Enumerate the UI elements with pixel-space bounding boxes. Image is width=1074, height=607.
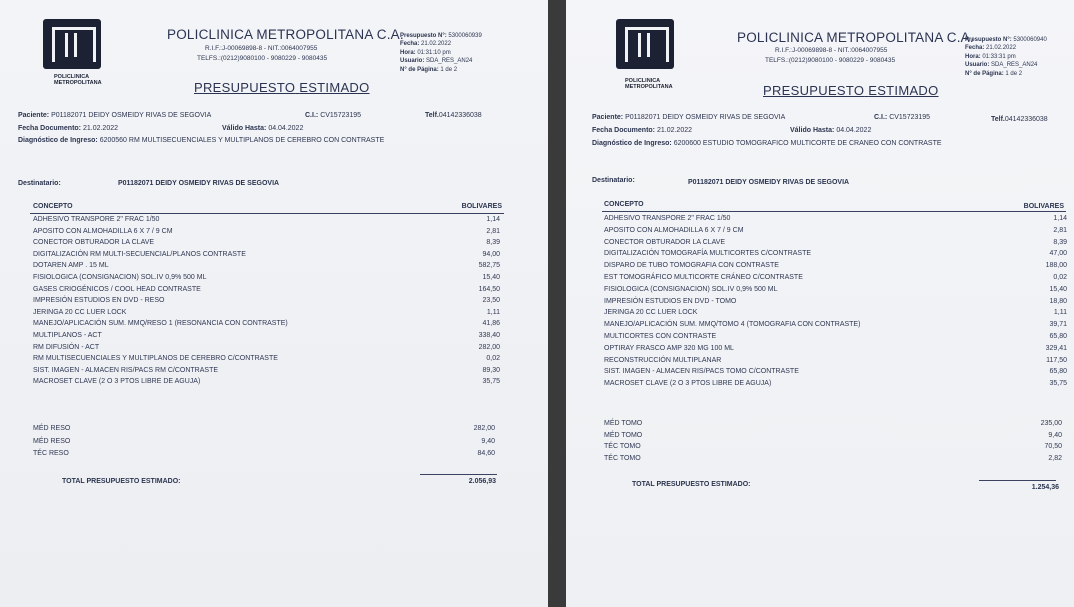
table-row (33, 376, 500, 387)
diagnosis-line: Diagnóstico de Ingreso: 6200560 RM MULTISECUENCIALES Y MULTIPLANOS DE CEREBRO CON CONTRASTE (18, 137, 385, 144)
presupuesto-number: 5300060940 (1013, 37, 1047, 43)
table-row (604, 260, 1067, 271)
table-row (604, 225, 1067, 236)
row-amount: 282,00 (473, 425, 495, 432)
row-concept: FISIOLOGICA (CONSIGNACION) SOL.IV 0,9% 500 ML (604, 285, 778, 293)
row-amount: 18,80 (1049, 297, 1067, 305)
table-row (604, 453, 1062, 464)
table-row (33, 365, 500, 376)
telfs-line: TELFS.:(0212)9080100 - 9080229 - 9080435 (765, 57, 896, 64)
row-concept: RM MULTISECUENCIALES Y MULTIPLANOS DE CEREBRO C/CONTRASTE (33, 355, 278, 363)
table-row (33, 353, 500, 364)
telf-line: Telf.04142336038 (991, 116, 1048, 123)
table-row (604, 213, 1067, 224)
row-concept: MANEJO/APLICACIÓN SUM. MMQ/TOMO 4 (TOMOGRAFIA CON CONTRASTE) (604, 321, 861, 329)
col-bolivares: BOLIVARES (461, 203, 502, 210)
row-concept: OPTIRAY FRASCO AMP 320 MG 100 ML (604, 344, 734, 352)
row-amount: 1,11 (1053, 309, 1067, 317)
row-amount: 0,02 (486, 355, 500, 363)
table-row (604, 378, 1067, 389)
table-row (33, 436, 495, 447)
table-row (33, 318, 500, 329)
table-row (604, 272, 1067, 283)
row-amount: 2,81 (486, 227, 500, 235)
destinatario-name: P01182071 DEIDY OSMEIDY RIVAS DE SEGOVIA (688, 179, 850, 186)
fecha-doc-line: Fecha Documento: 21.02.2022 (18, 125, 119, 132)
row-amount: 117,50 (1046, 356, 1067, 364)
row-concept: TÉC TOMO (604, 454, 641, 462)
presupuesto-number: 5300060939 (448, 33, 482, 39)
row-amount: 47,00 (1049, 250, 1067, 258)
table-row (33, 226, 500, 237)
row-concept: APOSITO CON ALMOHADILLA 6 X 7 / 9 CM (604, 226, 744, 234)
row-amount: 23,50 (482, 297, 500, 305)
table-row (33, 249, 500, 260)
row-concept: GASES CRIOGÉNICOS / COOL HEAD CONTRASTE (33, 285, 201, 293)
patient-line: Paciente: P01182071 DEIDY OSMEIDY RIVAS DE SEGOVIA (592, 114, 786, 121)
table-row (33, 284, 500, 295)
meta-block: Presupuesto N°: 5300060940 Fecha: 21.02.2022 Hora: 01:33:31 pm Usuario: SDA_RES_AN24 N° de Página: 1 de 2 (965, 37, 1047, 77)
row-concept: ADHESIVO TRANSPORE 2" FRAC 1/50 (33, 216, 160, 223)
row-amount: 164,50 (478, 285, 500, 293)
col-concepto: CONCEPTO (33, 203, 73, 210)
total-value: 2.056,93 (468, 478, 496, 485)
table-row (33, 214, 500, 225)
total-rule (979, 480, 1056, 481)
total-label: TOTAL PRESUPUESTO ESTIMADO: (62, 478, 181, 485)
row-concept: MANEJO/APLICACIÓN SUM. MMQ/RESO 1 (RESONANCIA CON CONTRASTE) (33, 320, 288, 328)
table-row (33, 237, 500, 248)
row-amount: 89,30 (482, 366, 500, 374)
row-amount: 15,40 (1049, 285, 1067, 293)
row-amount: 94,00 (482, 250, 500, 258)
row-concept: SIST. IMAGEN - ALMACEN RIS/PACS RM C/CONTRASTE (33, 366, 219, 374)
table-row (604, 441, 1062, 452)
row-concept: MULTIPLANOS - ACT (33, 332, 102, 339)
table-row (33, 342, 500, 353)
table-row (33, 307, 500, 318)
row-concept: MACROSET CLAVE (2 O 3 PTOS LIBRE DE AGUJA) (604, 380, 772, 388)
col-concepto: CONCEPTO (604, 201, 644, 208)
row-amount: 35,75 (482, 378, 500, 386)
logo-text: POLICLINICA METROPOLITANA (54, 74, 102, 86)
fecha-doc-line: Fecha Documento: 21.02.2022 (592, 127, 693, 134)
row-amount: 84,60 (477, 450, 495, 458)
row-amount: 41,86 (482, 320, 500, 328)
row-concept: MÉD TOMO (604, 420, 643, 427)
row-concept: JERINGA 20 CC LUER LOCK (604, 309, 698, 317)
rif-line: R.I.F.:J-00069898-8 - NIT.:0064007955 (205, 45, 318, 52)
row-amount: 338,40 (478, 332, 500, 339)
destinatario-line: Destinatario: (18, 180, 61, 187)
row-amount: 70,50 (1044, 443, 1062, 451)
diagnosis-line: Diagnóstico de Ingreso: 6200600 ESTUDIO TOMOGRAFICO MULTICORTE DE CRANEO CON CONTRASTE (592, 140, 942, 147)
row-concept: MÉD TOMO (604, 431, 643, 439)
row-concept: IMPRESIÓN ESTUDIOS EN DVD - TOMO (604, 297, 737, 305)
table-row (604, 307, 1067, 318)
telf-line: Telf.04142336038 (425, 112, 482, 119)
row-amount: 2,81 (1053, 226, 1067, 234)
row-amount: 39,71 (1049, 321, 1067, 329)
row-amount: 1,14 (486, 216, 500, 223)
row-amount: 65,80 (1049, 333, 1067, 340)
row-amount: 235,00 (1040, 420, 1062, 427)
table-row (33, 295, 500, 306)
meta-block: Presupuesto N°: 5300060939 Fecha: 21.02.2022 Hora: 01:31:10 pm Usuario: SDA_RES_AN24 N° de Página: 1 de 2 (400, 33, 482, 73)
table-row (33, 272, 500, 283)
row-concept: IMPRESIÓN ESTUDIOS EN DVD - RESO (33, 297, 165, 305)
row-concept: CONECTOR OBTURADOR LA CLAVE (33, 239, 155, 247)
table-row (604, 343, 1067, 354)
ci-line: C.I.: CV15723195 (305, 112, 362, 119)
table-row (604, 296, 1067, 307)
row-concept: RM DIFUSIÓN - ACT (33, 343, 100, 351)
row-concept: SIST. IMAGEN - ALMACEN RIS/PACS TOMO C/CONTRASTE (604, 368, 799, 376)
clinic-logo-icon (616, 19, 674, 69)
row-concept: RECONSTRUCCIÓN MULTIPLANAR (604, 356, 722, 364)
total-label: TOTAL PRESUPUESTO ESTIMADO: (632, 481, 751, 488)
row-amount: 582,75 (478, 262, 500, 270)
row-amount: 188,00 (1045, 262, 1067, 270)
row-concept: EST TOMOGRÁFICO MULTICORTE CRÁNEO C/CONTRASTE (604, 274, 803, 281)
header-rule (602, 211, 1066, 212)
logo-text: POLICLINICA METROPOLITANA (625, 78, 673, 90)
row-amount: 9,40 (481, 437, 495, 445)
table-row (604, 248, 1067, 259)
ci-line: C.I.: CV15723195 (874, 114, 931, 121)
row-concept: DIGITALIZACIÓN TOMOGRAFÍA MULTICORTES C/CONTRASTE (604, 250, 812, 258)
row-concept: MÉD RESO (33, 437, 71, 445)
row-amount: 35,75 (1049, 380, 1067, 388)
row-amount: 65,80 (1049, 368, 1067, 376)
col-bolivares: BOLIVARES (1023, 203, 1064, 210)
destinatario-line: Destinatario: (592, 177, 635, 184)
row-concept: DIGITALIZACIÓN RM MULTI-SECUENCIAL/PLANOS CONTRASTE (33, 250, 246, 258)
org-name: POLICLINICA METROPOLITANA C.A. (167, 27, 404, 42)
total-rule (420, 474, 497, 475)
row-amount: 9,40 (1048, 431, 1062, 439)
destinatario-name: P01182071 DEIDY OSMEIDY RIVAS DE SEGOVIA (118, 180, 280, 187)
table-row (604, 355, 1067, 366)
row-concept: ADHESIVO TRANSPORE 2" FRAC 1/50 (604, 215, 731, 222)
row-concept: FISIOLOGICA (CONSIGNACION) SOL.IV 0,9% 500 ML (33, 274, 207, 281)
row-concept: DISPARO DE TUBO TOMOGRAFIA CON CONTRASTE (604, 262, 779, 270)
row-amount: 15,40 (482, 274, 500, 281)
row-amount: 8,39 (486, 239, 500, 247)
row-amount: 8,39 (1053, 238, 1067, 246)
table-row (604, 430, 1062, 441)
table-row (604, 418, 1062, 429)
row-amount: 329,41 (1045, 344, 1067, 352)
row-concept: CONECTOR OBTURADOR LA CLAVE (604, 238, 726, 246)
row-amount: 282,00 (478, 343, 500, 351)
total-value: 1.254,36 (1031, 484, 1059, 491)
valido-line: Válido Hasta: 04.04.2022 (790, 127, 872, 134)
row-amount: 1,14 (1053, 215, 1067, 222)
row-concept: TÉC TOMO (604, 443, 641, 451)
row-amount: 2,82 (1048, 454, 1062, 462)
row-amount: 0,02 (1053, 274, 1067, 281)
rif-line: R.I.F.:J-00069898-8 - NIT.:0064007955 (775, 47, 888, 54)
table-row (33, 423, 495, 434)
table-row (33, 330, 500, 341)
row-concept: TÉC RESO (33, 450, 69, 458)
table-row (33, 448, 495, 459)
valido-line: Válido Hasta: 04.04.2022 (222, 125, 304, 132)
row-concept: APOSITO CON ALMOHADILLA 6 X 7 / 9 CM (33, 227, 173, 235)
row-concept: DOTAREN AMP . 15 ML (33, 262, 109, 270)
row-concept: JERINGA 20 CC LUER LOCK (33, 308, 127, 316)
table-row (604, 237, 1067, 248)
row-concept: MÉD RESO (33, 425, 71, 432)
table-row (604, 284, 1067, 295)
org-name: POLICLINICA METROPOLITANA C.A. (737, 30, 974, 45)
row-concept: MACROSET CLAVE (2 O 3 PTOS LIBRE DE AGUJA) (33, 378, 201, 386)
table-row (604, 319, 1067, 330)
row-concept: MULTICORTES CON CONTRASTE (604, 333, 717, 340)
page-title: PRESUPUESTO ESTIMADO (763, 83, 939, 98)
patient-line: Paciente: P01182071 DEIDY OSMEIDY RIVAS DE SEGOVIA (18, 112, 212, 119)
table-row (604, 331, 1067, 342)
clinic-logo-icon (43, 19, 101, 69)
document-page-2 (566, 0, 1074, 607)
page-title: PRESUPUESTO ESTIMADO (194, 80, 370, 95)
table-row (604, 366, 1067, 377)
telfs-line: TELFS.:(0212)9080100 - 9080229 - 9080435 (197, 55, 328, 62)
row-amount: 1,11 (486, 308, 500, 316)
table-row (33, 260, 500, 271)
